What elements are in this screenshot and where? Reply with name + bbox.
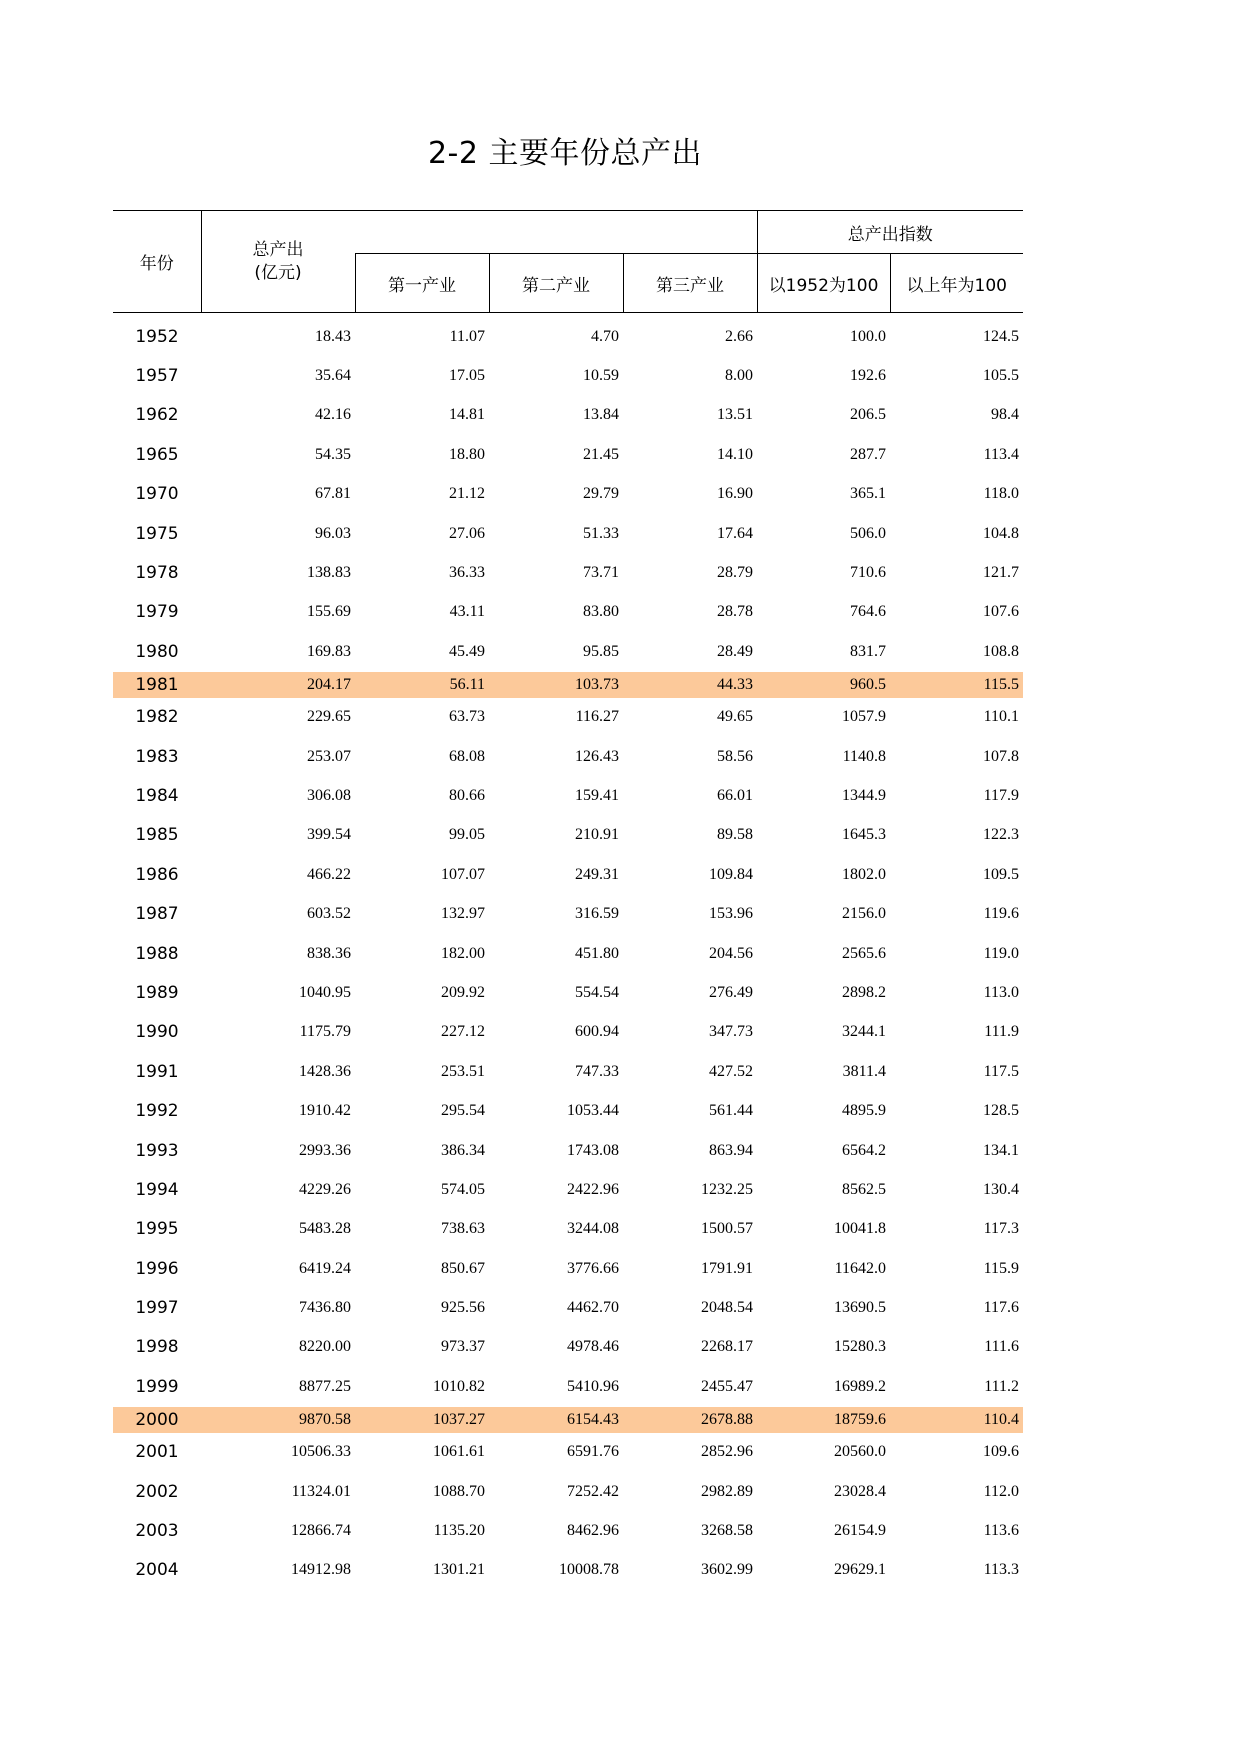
cell-total: 1910.42 <box>299 1102 351 1120</box>
cell-tertiary: 2268.17 <box>701 1338 754 1356</box>
cell-index-1952: 192.6 <box>850 367 887 385</box>
cell-index-1952: 960.5 <box>757 672 890 698</box>
cell-tertiary: 13.51 <box>717 406 754 424</box>
cell-index-1952: 8562.5 <box>842 1180 887 1198</box>
header-year: 年份 <box>113 211 201 313</box>
cell-index-prev: 109.6 <box>983 1443 1020 1461</box>
cell-index-1952: 831.7 <box>850 642 887 660</box>
cell-secondary: 21.45 <box>583 445 619 463</box>
cell-year: 1970 <box>135 484 179 505</box>
cell-primary: 925.56 <box>441 1299 485 1317</box>
cell-primary: 1088.70 <box>433 1482 485 1500</box>
output-table-container <box>113 210 1023 1590</box>
cell-total: 138.83 <box>307 564 351 582</box>
cell-tertiary: 427.52 <box>709 1062 754 1080</box>
cell-tertiary: 58.56 <box>717 747 754 765</box>
cell-tertiary: 16.90 <box>717 485 754 503</box>
cell-secondary: 13.84 <box>583 406 619 424</box>
cell-secondary: 51.33 <box>583 524 619 542</box>
cell-primary: 107.07 <box>441 865 485 883</box>
cell-tertiary: 2455.47 <box>701 1377 754 1395</box>
table-row <box>113 435 1023 474</box>
cell-index-prev: 98.4 <box>991 406 1020 424</box>
cell-index-prev: 119.0 <box>983 944 1020 962</box>
cell-tertiary: 28.78 <box>717 603 754 621</box>
cell-index-prev: 113.0 <box>983 983 1020 1001</box>
cell-secondary: 747.33 <box>575 1062 619 1080</box>
cell-secondary: 4978.46 <box>567 1338 619 1356</box>
table-row <box>113 514 1023 553</box>
cell-index-prev: 112.0 <box>983 1482 1020 1500</box>
cell-year: 1992 <box>135 1101 179 1122</box>
cell-index-prev: 110.4 <box>890 1407 1023 1433</box>
cell-index-prev: 113.4 <box>983 445 1020 463</box>
table-row <box>113 1367 1023 1406</box>
cell-primary: 45.49 <box>449 642 485 660</box>
cell-tertiary: 2852.96 <box>701 1443 754 1461</box>
table-row <box>113 1433 1023 1472</box>
header-secondary: 第二产业 <box>489 254 623 313</box>
table-row <box>113 1511 1023 1550</box>
table-row <box>113 1131 1023 1170</box>
cell-secondary: 3776.66 <box>567 1259 619 1277</box>
cell-index-1952: 4895.9 <box>842 1102 887 1120</box>
cell-secondary: 159.41 <box>575 786 619 804</box>
cell-index-prev: 113.3 <box>983 1561 1020 1579</box>
cell-primary: 182.00 <box>441 944 485 962</box>
cell-year: 1988 <box>135 943 179 964</box>
cell-primary: 56.11 <box>355 672 489 698</box>
cell-index-1952: 20560.0 <box>834 1443 887 1461</box>
cell-tertiary: 49.65 <box>717 708 754 726</box>
cell-year: 1987 <box>135 904 179 925</box>
cell-secondary: 83.80 <box>583 603 619 621</box>
cell-index-prev: 134.1 <box>983 1141 1020 1159</box>
cell-total: 12866.74 <box>291 1522 351 1540</box>
cell-secondary: 126.43 <box>575 747 619 765</box>
cell-index-1952: 15280.3 <box>834 1338 887 1356</box>
cell-tertiary: 3268.58 <box>701 1522 754 1540</box>
cell-total: 306.08 <box>307 786 351 804</box>
cell-secondary: 103.73 <box>489 672 623 698</box>
cell-tertiary: 1232.25 <box>701 1180 754 1198</box>
cell-primary: 738.63 <box>441 1220 485 1238</box>
cell-index-1952: 3811.4 <box>842 1062 887 1080</box>
table-row <box>113 396 1023 435</box>
cell-year: 1996 <box>135 1258 179 1279</box>
cell-primary: 36.33 <box>449 564 485 582</box>
table-row <box>113 632 1023 671</box>
cell-tertiary: 1791.91 <box>701 1259 754 1277</box>
cell-index-prev: 105.5 <box>983 367 1020 385</box>
cell-secondary: 116.27 <box>575 708 619 726</box>
cell-year: 1980 <box>135 641 179 662</box>
cell-year: 1965 <box>135 444 179 465</box>
table-row <box>113 1013 1023 1052</box>
cell-secondary: 554.54 <box>575 983 619 1001</box>
cell-primary: 1135.20 <box>433 1522 485 1540</box>
header-sector-group <box>355 211 757 254</box>
cell-tertiary: 2982.89 <box>701 1482 754 1500</box>
cell-year: 2001 <box>135 1442 179 1463</box>
cell-primary: 11.07 <box>449 327 485 345</box>
cell-tertiary: 17.64 <box>717 524 754 542</box>
cell-index-1952: 206.5 <box>850 406 887 424</box>
page-title: 2-2 主要年份总产出 <box>427 136 703 171</box>
table-row <box>113 1472 1023 1511</box>
cell-secondary: 1053.44 <box>567 1102 619 1120</box>
cell-index-1952: 1802.0 <box>842 865 887 883</box>
header-tertiary: 第三产业 <box>623 254 757 313</box>
cell-year: 2004 <box>135 1560 179 1581</box>
header-index-1952: 以1952为100 <box>757 254 890 313</box>
cell-tertiary: 204.56 <box>709 944 754 962</box>
header-total-unit: (亿元) <box>254 262 302 283</box>
cell-index-1952: 2156.0 <box>842 905 887 923</box>
header-index-group: 总产出指数 <box>757 211 1023 254</box>
cell-primary: 1010.82 <box>433 1377 485 1395</box>
cell-tertiary: 89.58 <box>717 826 754 844</box>
table-row <box>113 1328 1023 1367</box>
cell-total: 169.83 <box>307 642 351 660</box>
cell-tertiary: 2.66 <box>725 327 754 345</box>
cell-index-prev: 107.8 <box>983 747 1020 765</box>
cell-year: 1999 <box>135 1376 179 1397</box>
table-row <box>113 737 1023 776</box>
cell-year: 1982 <box>135 707 179 728</box>
cell-total: 2993.36 <box>299 1141 351 1159</box>
cell-year: 1986 <box>135 864 179 885</box>
cell-year: 1952 <box>135 326 179 347</box>
cell-index-prev: 107.6 <box>983 603 1020 621</box>
cell-year: 1994 <box>135 1179 179 1200</box>
cell-secondary: 451.80 <box>575 944 619 962</box>
cell-secondary: 2422.96 <box>567 1180 619 1198</box>
cell-tertiary: 44.33 <box>623 672 757 698</box>
cell-index-prev: 119.6 <box>983 905 1020 923</box>
cell-index-prev: 117.5 <box>983 1062 1020 1080</box>
cell-secondary: 5410.96 <box>567 1377 619 1395</box>
cell-year: 1995 <box>135 1219 179 1240</box>
cell-secondary: 4.70 <box>591 327 619 345</box>
cell-year: 2000 <box>113 1407 201 1433</box>
cell-year: 1957 <box>135 366 179 387</box>
table-row <box>113 1052 1023 1091</box>
cell-primary: 253.51 <box>441 1062 485 1080</box>
cell-index-prev: 108.8 <box>983 642 1020 660</box>
cell-primary: 1037.27 <box>355 1407 489 1433</box>
table-row <box>113 1210 1023 1249</box>
cell-year: 1979 <box>135 602 179 623</box>
cell-secondary: 210.91 <box>575 826 619 844</box>
cell-secondary: 29.79 <box>583 485 619 503</box>
cell-total: 1040.95 <box>299 983 351 1001</box>
cell-year: 1981 <box>113 672 201 698</box>
header-index-prev: 以上年为100 <box>890 254 1023 313</box>
table-header <box>113 211 1023 313</box>
cell-year: 2003 <box>135 1521 179 1542</box>
cell-total: 54.35 <box>315 445 351 463</box>
cell-secondary: 95.85 <box>583 642 619 660</box>
output-table <box>113 210 1023 1590</box>
table-row <box>113 313 1023 357</box>
cell-tertiary: 153.96 <box>709 905 754 923</box>
cell-primary: 295.54 <box>441 1102 485 1120</box>
cell-index-1952: 1140.8 <box>842 747 887 765</box>
cell-primary: 99.05 <box>449 826 485 844</box>
cell-tertiary: 863.94 <box>709 1141 754 1159</box>
table-row <box>113 934 1023 973</box>
cell-index-prev: 111.2 <box>984 1377 1020 1395</box>
cell-total: 96.03 <box>315 524 351 542</box>
cell-tertiary: 3602.99 <box>701 1561 754 1579</box>
table-row <box>113 816 1023 855</box>
cell-total: 8220.00 <box>299 1338 351 1356</box>
table-row <box>113 894 1023 933</box>
cell-index-1952: 3244.1 <box>842 1023 887 1041</box>
table-row <box>113 1249 1023 1288</box>
cell-secondary: 7252.42 <box>567 1482 619 1500</box>
cell-total: 42.16 <box>315 406 351 424</box>
cell-tertiary: 8.00 <box>725 367 754 385</box>
cell-secondary: 4462.70 <box>567 1299 619 1317</box>
cell-tertiary: 2678.88 <box>623 1407 757 1433</box>
cell-secondary: 8462.96 <box>567 1522 619 1540</box>
cell-total: 838.36 <box>307 944 351 962</box>
cell-primary: 227.12 <box>441 1023 485 1041</box>
cell-total: 253.07 <box>307 747 351 765</box>
cell-secondary: 10.59 <box>583 367 619 385</box>
cell-index-1952: 11642.0 <box>834 1259 887 1277</box>
cell-index-prev: 128.5 <box>983 1102 1020 1120</box>
cell-index-1952: 1645.3 <box>842 826 887 844</box>
cell-total: 67.81 <box>315 485 351 503</box>
cell-tertiary: 1500.57 <box>701 1220 754 1238</box>
table-row <box>113 973 1023 1012</box>
cell-primary: 132.97 <box>441 905 485 923</box>
cell-total: 8877.25 <box>299 1377 351 1395</box>
cell-index-1952: 16989.2 <box>834 1377 887 1395</box>
cell-index-prev: 122.3 <box>983 826 1020 844</box>
header-total-label: 总产出 <box>252 239 304 260</box>
cell-index-prev: 124.5 <box>983 327 1020 345</box>
cell-primary: 1061.61 <box>433 1443 485 1461</box>
cell-total: 4229.26 <box>299 1180 351 1198</box>
cell-index-1952: 365.1 <box>850 485 887 503</box>
cell-total: 7436.80 <box>299 1299 351 1317</box>
cell-total: 229.65 <box>307 708 351 726</box>
cell-primary: 209.92 <box>441 983 485 1001</box>
table-row <box>113 593 1023 632</box>
cell-tertiary: 28.79 <box>717 564 754 582</box>
cell-year: 1975 <box>135 523 179 544</box>
cell-index-1952: 100.0 <box>850 327 887 345</box>
cell-primary: 850.67 <box>441 1259 485 1277</box>
cell-index-prev: 111.9 <box>984 1023 1020 1041</box>
cell-index-1952: 23028.4 <box>834 1482 887 1500</box>
cell-year: 1997 <box>135 1298 179 1319</box>
cell-primary: 21.12 <box>449 485 485 503</box>
cell-tertiary: 109.84 <box>709 865 754 883</box>
cell-total: 1175.79 <box>299 1023 351 1041</box>
cell-primary: 18.80 <box>449 445 485 463</box>
cell-secondary: 316.59 <box>575 905 619 923</box>
cell-total: 204.17 <box>201 672 355 698</box>
cell-index-1952: 1057.9 <box>842 708 887 726</box>
cell-secondary: 3244.08 <box>567 1220 619 1238</box>
cell-index-prev: 130.4 <box>983 1180 1020 1198</box>
cell-primary: 80.66 <box>449 786 485 804</box>
table-row <box>113 356 1023 395</box>
header-total <box>201 211 355 313</box>
cell-primary: 27.06 <box>449 524 485 542</box>
cell-total: 35.64 <box>315 367 351 385</box>
table-row <box>113 475 1023 514</box>
cell-index-1952: 2898.2 <box>842 983 887 1001</box>
cell-secondary: 10008.78 <box>559 1561 619 1579</box>
cell-index-prev: 111.6 <box>984 1338 1020 1356</box>
cell-year: 1990 <box>135 1022 179 1043</box>
cell-index-1952: 29629.1 <box>834 1561 887 1579</box>
cell-secondary: 249.31 <box>575 865 619 883</box>
cell-total: 10506.33 <box>291 1443 351 1461</box>
cell-index-1952: 710.6 <box>850 564 887 582</box>
cell-tertiary: 28.49 <box>717 642 754 660</box>
cell-year: 1998 <box>135 1337 179 1358</box>
cell-primary: 63.73 <box>449 708 485 726</box>
cell-index-1952: 10041.8 <box>834 1220 887 1238</box>
cell-tertiary: 561.44 <box>709 1102 754 1120</box>
cell-secondary: 1743.08 <box>567 1141 619 1159</box>
cell-index-1952: 506.0 <box>850 524 887 542</box>
cell-year: 1993 <box>135 1140 179 1161</box>
cell-tertiary: 66.01 <box>717 786 754 804</box>
cell-index-1952: 18759.6 <box>757 1407 890 1433</box>
table-row <box>113 1091 1023 1130</box>
cell-index-prev: 104.8 <box>983 524 1020 542</box>
cell-index-prev: 118.0 <box>983 485 1020 503</box>
cell-year: 1985 <box>135 825 179 846</box>
cell-index-1952: 287.7 <box>850 445 887 463</box>
table-body <box>113 313 1023 1591</box>
cell-index-1952: 764.6 <box>850 603 887 621</box>
cell-total: 5483.28 <box>299 1220 351 1238</box>
cell-year: 1962 <box>135 405 179 426</box>
cell-total: 9870.58 <box>201 1407 355 1433</box>
table-row <box>113 672 1023 698</box>
cell-secondary: 600.94 <box>575 1023 619 1041</box>
cell-index-prev: 117.3 <box>983 1220 1020 1238</box>
table-row <box>113 553 1023 592</box>
cell-primary: 1301.21 <box>433 1561 485 1579</box>
header-primary: 第一产业 <box>355 254 489 313</box>
cell-tertiary: 276.49 <box>709 983 754 1001</box>
cell-index-prev: 121.7 <box>983 564 1020 582</box>
cell-total: 14912.98 <box>291 1561 351 1579</box>
cell-index-prev: 110.1 <box>983 708 1020 726</box>
cell-tertiary: 347.73 <box>709 1023 754 1041</box>
cell-secondary: 6591.76 <box>567 1443 619 1461</box>
table-row <box>113 1407 1023 1433</box>
cell-index-1952: 6564.2 <box>842 1141 887 1159</box>
cell-index-prev: 113.6 <box>983 1522 1020 1540</box>
cell-index-prev: 115.9 <box>983 1259 1020 1277</box>
cell-index-1952: 13690.5 <box>834 1299 887 1317</box>
cell-year: 2002 <box>135 1481 179 1502</box>
cell-total: 11324.01 <box>291 1482 351 1500</box>
cell-primary: 574.05 <box>441 1180 485 1198</box>
cell-primary: 43.11 <box>449 603 485 621</box>
cell-index-1952: 1344.9 <box>842 786 887 804</box>
cell-total: 18.43 <box>315 327 351 345</box>
cell-index-prev: 109.5 <box>983 865 1020 883</box>
table-row <box>113 776 1023 815</box>
table-row <box>113 1551 1023 1590</box>
table-row <box>113 1170 1023 1209</box>
cell-year: 1991 <box>135 1061 179 1082</box>
cell-year: 1989 <box>135 982 179 1003</box>
cell-primary: 973.37 <box>441 1338 485 1356</box>
cell-year: 1978 <box>135 563 179 584</box>
cell-total: 603.52 <box>307 905 351 923</box>
cell-year: 1983 <box>135 746 179 767</box>
cell-secondary: 73.71 <box>583 564 619 582</box>
cell-tertiary: 2048.54 <box>701 1299 754 1317</box>
cell-index-1952: 2565.6 <box>842 944 887 962</box>
cell-total: 399.54 <box>307 826 351 844</box>
cell-primary: 17.05 <box>449 367 485 385</box>
cell-index-prev: 115.5 <box>890 672 1023 698</box>
cell-primary: 14.81 <box>449 406 485 424</box>
cell-tertiary: 14.10 <box>717 445 754 463</box>
cell-total: 1428.36 <box>299 1062 351 1080</box>
cell-index-prev: 117.9 <box>983 786 1020 804</box>
cell-total: 155.69 <box>307 603 351 621</box>
cell-year: 1984 <box>135 785 179 806</box>
cell-total: 6419.24 <box>299 1259 351 1277</box>
table-row <box>113 698 1023 737</box>
cell-primary: 386.34 <box>441 1141 485 1159</box>
cell-primary: 68.08 <box>449 747 485 765</box>
cell-total: 466.22 <box>307 865 351 883</box>
table-row <box>113 855 1023 894</box>
cell-index-1952: 26154.9 <box>834 1522 887 1540</box>
cell-index-prev: 117.6 <box>983 1299 1020 1317</box>
cell-secondary: 6154.43 <box>489 1407 623 1433</box>
table-row <box>113 1288 1023 1327</box>
